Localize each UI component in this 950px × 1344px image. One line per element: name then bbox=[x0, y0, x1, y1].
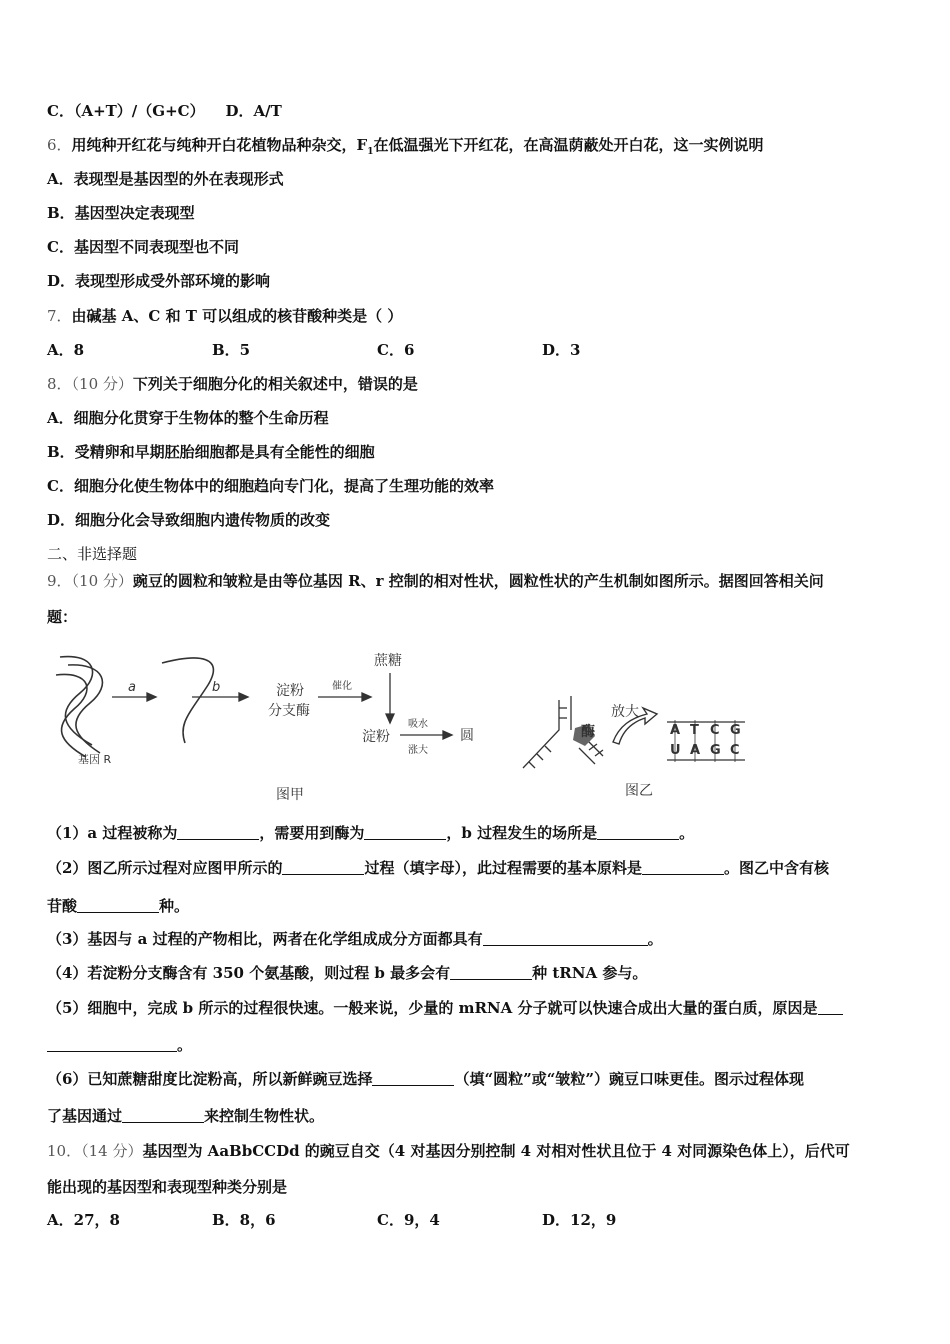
q9-sub1-blank1[interactable] bbox=[177, 825, 259, 840]
q9-sub3-text1: （3）基因与 a 过程的产物相比，两者在化学组成成分方面都具有 bbox=[47, 930, 483, 948]
q9-sub6-text3: 了基因通过 bbox=[47, 1107, 123, 1125]
q10-stem-line2: 能出现的基因型和表现型种类分别是 bbox=[47, 1178, 288, 1196]
q9-sub3-text2: 。 bbox=[647, 930, 663, 948]
q9-sub4-blank[interactable] bbox=[450, 965, 532, 980]
arrow-a-label: a bbox=[128, 680, 136, 695]
q10-option-c[interactable]: C．9，4 bbox=[377, 1211, 440, 1229]
q9-sub6-blank1[interactable] bbox=[372, 1071, 454, 1086]
q6-option-a[interactable]: A．表现型是基因型的外在表现形式 bbox=[47, 170, 284, 188]
q9-sub2-text1: （2）图乙所示过程对应图甲所示的 bbox=[47, 859, 283, 877]
q9-sub6-text4: 来控制生物性状。 bbox=[204, 1107, 325, 1125]
gene-r-label: 基因 R bbox=[78, 753, 112, 766]
q9-sub1 bbox=[47, 822, 906, 844]
enzyme-label-line1: 淀粉 bbox=[276, 683, 304, 699]
q10-score: （14 分） bbox=[81, 1142, 143, 1160]
q9-sub5-text1: （5）细胞中，完成 b 所示的过程很快速。一般来说，少量的 mRNA 分子就可以快速合成出大量的蛋白质，原因是 bbox=[47, 999, 818, 1017]
q6-option-b[interactable]: B．基因型决定表现型 bbox=[47, 204, 195, 222]
arrow-sucrose-head bbox=[386, 714, 394, 723]
figure-a-caption: 图甲 bbox=[276, 787, 304, 803]
q9-stem-line2: 题： bbox=[47, 608, 78, 626]
q6-stem-post: 在低温强光下开红花，在高温荫蔽处开白花，这一实例说明 bbox=[373, 136, 764, 154]
q8-score: （10 分） bbox=[71, 375, 133, 393]
q8-option-d[interactable]: D．细胞分化会导致细胞内遗传物质的改变 bbox=[47, 511, 331, 529]
q8-number: 8． bbox=[47, 375, 72, 393]
q9-sub1-text4: 。 bbox=[679, 824, 695, 842]
q9-sub2-blank3[interactable] bbox=[77, 898, 159, 913]
magnify-label: 放大 bbox=[611, 704, 639, 720]
q9-sub5-blank-part1[interactable] bbox=[818, 1000, 843, 1015]
q6-option-c[interactable]: C．基因型不同表现型也不同 bbox=[47, 238, 239, 256]
q8-option-a[interactable]: A．细胞分化贯穿于生物体的整个生命历程 bbox=[47, 409, 329, 427]
q9-sub1-text3: ，b 过程发生的场所是 bbox=[446, 824, 598, 842]
q6-stem-sub: 1 bbox=[367, 147, 374, 157]
q9-sub1-blank3[interactable] bbox=[597, 825, 679, 840]
q6-stem-pre: 用纯种开红花与纯种开白花植物品种杂交，F bbox=[71, 136, 368, 154]
q10-option-d[interactable]: D．12，9 bbox=[542, 1211, 617, 1229]
q7-options bbox=[47, 339, 906, 361]
q5-option-c[interactable]: C．（A+T）/（G+C） bbox=[47, 102, 205, 120]
round-label: 圆 bbox=[460, 728, 474, 744]
arrow-a-head bbox=[147, 693, 156, 701]
q9-sub3 bbox=[47, 928, 906, 950]
q6-option-d[interactable]: D．表现型形成受外部环境的影响 bbox=[47, 272, 271, 290]
top-base-4: G bbox=[730, 723, 741, 738]
figure-b-caption: 图乙 bbox=[625, 783, 653, 799]
bottom-base-3: G bbox=[710, 743, 721, 758]
swell-label: 涨大 bbox=[408, 745, 428, 756]
q9-sub4-text1: （4）若淀粉分支酶含有 350 个氨基酸，则过程 b 最多会有 bbox=[47, 964, 451, 982]
q7-stem bbox=[47, 305, 906, 327]
q7-option-b[interactable]: B．5 bbox=[212, 341, 251, 359]
q9-sub6-line2 bbox=[47, 1105, 906, 1127]
q9-sub3-blank[interactable] bbox=[483, 931, 648, 946]
q9-sub5-line1 bbox=[47, 997, 906, 1019]
q9-sub2-blank1[interactable] bbox=[282, 860, 364, 875]
q9-sub1-text2: ，需要用到酶为 bbox=[259, 824, 365, 842]
q8-stem-text: 下列关于细胞分化的相关叙述中，错误的是 bbox=[132, 375, 418, 393]
q7-option-a[interactable]: A．8 bbox=[47, 341, 85, 359]
q9-sub6-text1: （6）已知蔗糖甜度比淀粉高，所以新鲜豌豆选择 bbox=[47, 1070, 373, 1088]
q9-sub2-text3: 。图乙中含有核 bbox=[723, 859, 829, 877]
q7-stem-text: 由碱基 A、C 和 T 可以组成的核苷酸种类是（ ） bbox=[71, 307, 403, 325]
enzyme-label: 酶 bbox=[581, 724, 595, 740]
absorb-label: 吸水 bbox=[408, 719, 428, 730]
q8-option-c[interactable]: C．细胞分化使生物体中的细胞趋向专门化，提高了生理功能的效率 bbox=[47, 477, 494, 495]
q9-sub2-line1 bbox=[47, 857, 906, 879]
q9-score: （10 分） bbox=[71, 572, 133, 590]
q9-sub6-line1 bbox=[47, 1068, 906, 1090]
figure-b bbox=[515, 690, 755, 805]
q9-sub5-text2: 。 bbox=[177, 1036, 193, 1054]
q10-stem-text: 基因型为 AaBbCCDd 的豌豆自交（4 对基因分别控制 4 对相对性状且位于 4 对同源染色体上），后代可 bbox=[142, 1142, 850, 1160]
q9-sub6-text2: （填“圆粒”或“皱粒”）豌豆口味更佳。图示过程体现 bbox=[454, 1070, 804, 1088]
bottom-base-2: A bbox=[690, 743, 701, 758]
q5-options-cd bbox=[47, 100, 906, 122]
q9-sub2-blank2[interactable] bbox=[642, 860, 724, 875]
q6-stem bbox=[47, 134, 906, 163]
q9-sub2-text5: 种。 bbox=[159, 897, 190, 915]
arrow-absorb-head bbox=[443, 731, 452, 739]
q7-option-c[interactable]: C．6 bbox=[377, 341, 415, 359]
q9-sub4 bbox=[47, 962, 906, 984]
q10-option-a[interactable]: A．27，8 bbox=[47, 1211, 120, 1229]
q9-stem-line1 bbox=[47, 570, 906, 592]
arrow-b-head bbox=[239, 693, 248, 701]
q9-sub1-text1: （1）a 过程被称为 bbox=[47, 824, 178, 842]
q9-sub5-blank-part2[interactable] bbox=[47, 1037, 177, 1052]
q9-sub6-blank2[interactable] bbox=[122, 1108, 204, 1123]
starch-label: 淀粉 bbox=[362, 729, 390, 745]
bottom-base-4: C bbox=[730, 743, 740, 758]
q9-sub5-line2 bbox=[47, 1034, 906, 1056]
bottom-base-1: U bbox=[670, 743, 681, 758]
mrna-curve bbox=[162, 658, 213, 743]
q8-stem bbox=[47, 373, 906, 395]
arrow-catalyze-head bbox=[362, 693, 371, 701]
q9-number: 9． bbox=[47, 572, 72, 590]
enzyme-label-line2: 分支酶 bbox=[268, 703, 310, 719]
top-base-2: T bbox=[690, 723, 699, 738]
q7-option-d[interactable]: D．3 bbox=[542, 341, 581, 359]
q10-option-b[interactable]: B．8，6 bbox=[212, 1211, 276, 1229]
top-base-3: C bbox=[710, 723, 720, 738]
q10-number: 10． bbox=[47, 1142, 82, 1160]
catalyze-label: 催化 bbox=[332, 681, 352, 692]
q5-option-d[interactable]: D．A/T bbox=[225, 102, 282, 120]
q6-number: 6． bbox=[47, 136, 72, 154]
q8-option-b[interactable]: B．受精卵和早期胚胎细胞都是具有全能性的细胞 bbox=[47, 443, 375, 461]
q9-sub2-text2: 过程（填字母），此过程需要的基本原料是 bbox=[364, 859, 642, 877]
figure-a bbox=[50, 645, 490, 810]
q9-sub2-line2 bbox=[47, 895, 906, 917]
q7-number: 7． bbox=[47, 307, 72, 325]
dna-strand-1 bbox=[60, 657, 93, 745]
q10-stem-line1 bbox=[47, 1140, 906, 1162]
q9-sub1-blank2[interactable] bbox=[364, 825, 446, 840]
sucrose-label: 蔗糖 bbox=[374, 653, 402, 669]
q10-options bbox=[47, 1209, 906, 1231]
q9-sub2-text4: 苷酸 bbox=[47, 897, 78, 915]
section-heading: 二、非选择题 bbox=[47, 545, 138, 563]
q9-sub4-text2: 种 tRNA 参与。 bbox=[532, 964, 648, 982]
dna-strand-3 bbox=[56, 674, 87, 757]
arrow-b-label: b bbox=[212, 680, 221, 695]
q9-stem-text: 豌豆的圆粒和皱粒是由等位基因 R、r 控制的相对性状，圆粒性状的产生机制如图所示。据图回答相关问 bbox=[132, 572, 824, 590]
top-base-1: A bbox=[670, 723, 681, 738]
